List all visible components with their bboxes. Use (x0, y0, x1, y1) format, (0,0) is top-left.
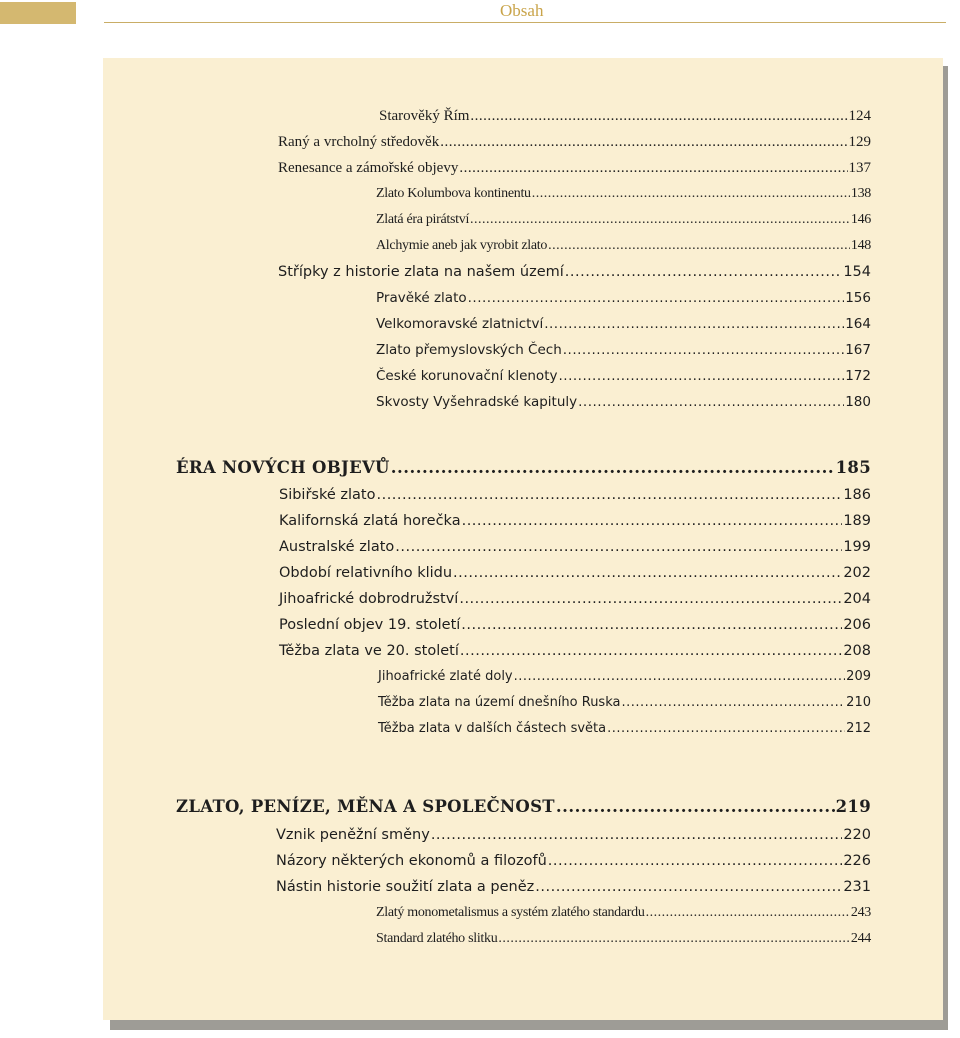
toc-entry[interactable]: Zlato přemyslovských Čech ..... 167 (376, 339, 871, 361)
toc-entry[interactable]: Starověký Řím ..... 124 (379, 105, 871, 127)
toc-entry[interactable]: Kalifornská zlatá horečka ..... 189 (279, 510, 871, 532)
toc-entry[interactable]: Jihoafrické dobrodružství ..... 204 (279, 588, 871, 610)
toc-entry[interactable]: Raný a vrcholný středověk ..... 129 (278, 131, 871, 153)
toc-entry[interactable]: Australské zlato ..... 199 (279, 536, 871, 558)
toc-subentry[interactable]: Těžba zlata na území dnešního Ruska ..... 210 (378, 692, 871, 714)
toc-entry[interactable]: Střípky z historie zlata na našem území ..... 154 (278, 261, 871, 283)
header-rule (104, 22, 946, 23)
toc-entry[interactable]: Názory některých ekonomů a filozofů ..... 226 (276, 850, 871, 872)
toc-panel (103, 58, 943, 1020)
toc-subentry[interactable]: Těžba zlata v dalších částech světa ..... 212 (378, 718, 871, 740)
header-accent-tab (0, 2, 76, 24)
toc-entry[interactable]: Sibiřské zlato ..... 186 (279, 484, 871, 506)
toc-entry[interactable]: Nástin historie soužití zlata a peněz ..... 231 (276, 876, 871, 898)
toc-entry[interactable]: Období relativního klidu ..... 202 (279, 562, 871, 584)
toc-section-heading[interactable]: ÉRA NOVÝCH OBJEVŮ ..... 185 (176, 457, 871, 479)
toc-entry[interactable]: Renesance a zámořské objevy ..... 137 (278, 157, 871, 179)
page-title: Obsah (500, 1, 544, 20)
toc-subentry[interactable]: Standard zlatého slitku ..... 244 (376, 928, 871, 950)
toc-entry[interactable]: České korunovační klenoty ..... 172 (376, 365, 871, 387)
toc-entry[interactable]: Zlato Kolumbova kontinentu ..... 138 (376, 183, 871, 205)
toc-entry[interactable]: Alchymie aneb jak vyrobit zlato ..... 148 (376, 235, 871, 257)
toc-subentry[interactable]: Zlatý monometalismus a systém zlatého standardu ..... 243 (376, 902, 871, 924)
toc-entry[interactable]: Těžba zlata ve 20. století ..... 208 (279, 640, 871, 662)
toc-entry[interactable]: Vznik peněžní směny ..... 220 (276, 824, 871, 846)
toc-section-heading[interactable]: ZLATO, PENÍZE, MĚNA A SPOLEČNOST ..... 219 (176, 796, 871, 818)
toc-entry[interactable]: Skvosty Vyšehradské kapituly ..... 180 (376, 391, 871, 413)
toc-entry[interactable]: Velkomoravské zlatnictví ..... 164 (376, 313, 871, 335)
toc-entry[interactable]: Zlatá éra pirátství ..... 146 (376, 209, 871, 231)
toc-subentry[interactable]: Jihoafrické zlaté doly ..... 209 (378, 666, 871, 688)
table-of-contents (103, 58, 943, 1020)
toc-entry[interactable]: Pravěké zlato ..... 156 (376, 287, 871, 309)
toc-entry[interactable]: Poslední objev 19. století ..... 206 (279, 614, 871, 636)
